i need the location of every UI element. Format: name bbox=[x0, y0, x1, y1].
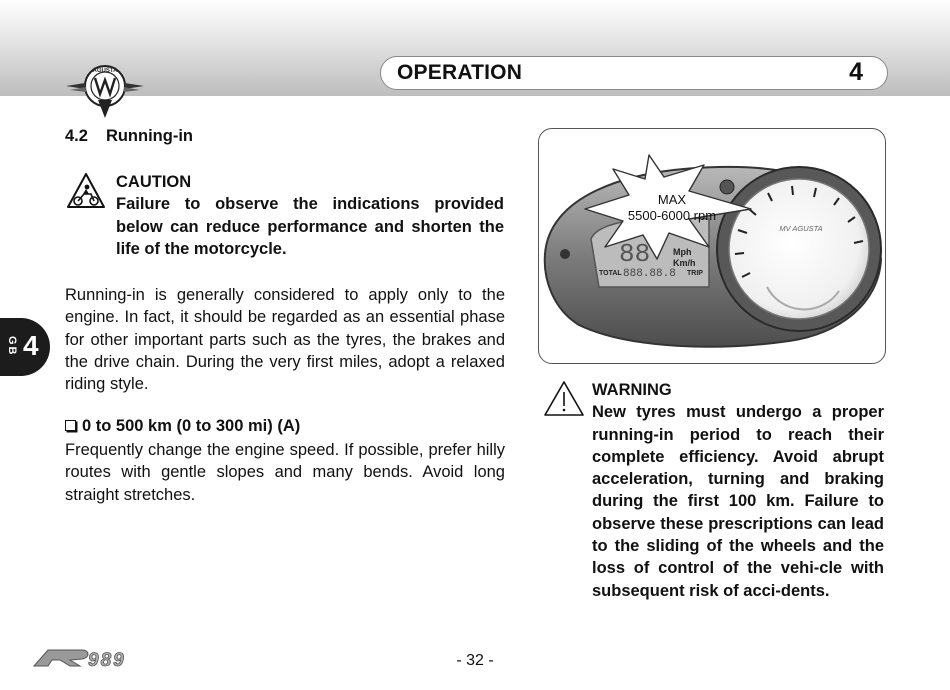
lcd-unit-kmh: Km/h bbox=[673, 258, 696, 268]
lcd-trip-label: TRIP bbox=[687, 270, 703, 277]
max-label: MAX bbox=[657, 192, 687, 207]
max-rpm-value: 5500-6000 rpm bbox=[627, 208, 717, 223]
checkbox-icon bbox=[65, 420, 76, 431]
instrument-panel-figure bbox=[538, 128, 886, 364]
instrument-panel-illustration bbox=[539, 129, 886, 364]
lcd-speed-digits: 88 bbox=[619, 239, 651, 269]
stage-heading-text: 0 to 500 km (0 to 300 mi) (A) bbox=[82, 417, 301, 435]
page-number: - 32 - bbox=[456, 652, 494, 669]
section-title: OPERATION bbox=[397, 61, 523, 84]
lcd-odometer-digits: 888.88.8 bbox=[623, 268, 676, 280]
lcd-total-label: TOTAL bbox=[599, 270, 622, 277]
caution-text: Failure to observe the indications provided below can reduce performance and shorten the life of the motorcycle. bbox=[116, 195, 504, 258]
running-in-stage-text: Frequently change the engine speed. If possible, prefer hilly routes with gentle slopes and many bends. Avoid long straight stretches. bbox=[65, 441, 505, 504]
model-logo-text: 989 bbox=[88, 650, 126, 671]
section-number: 4 bbox=[849, 58, 863, 86]
warning-box bbox=[592, 379, 884, 602]
dial-brand: MV AGUSTA bbox=[779, 224, 823, 233]
chapter-number: 4 bbox=[23, 330, 39, 361]
subsection-number: 4.2 bbox=[65, 127, 88, 145]
lcd-unit-mph: Mph bbox=[673, 247, 692, 257]
subsection-title: Running-in bbox=[105, 127, 193, 145]
section-header bbox=[380, 56, 888, 90]
warning-title: WARNING bbox=[592, 381, 672, 399]
warning-text: New tyres must undergo a proper running-in period to reach their complete efficiency. Avoid abrupt acceleration, turning and braking during the first 100 km. Failure to observe these prescriptions can lead to the sliding of the wheels and the loss of control of the vehi-cle with subsequent risk of acci-dents. bbox=[592, 403, 884, 600]
logo-text: AGUSTA bbox=[92, 68, 118, 74]
mv-agusta-logo bbox=[62, 56, 148, 122]
language-label: GB bbox=[6, 336, 18, 357]
motorcycle-caution-icon bbox=[66, 172, 106, 210]
caution-title: CAUTION bbox=[116, 173, 192, 191]
subsection-heading bbox=[65, 127, 505, 146]
warning-triangle-icon bbox=[543, 380, 585, 418]
running-in-paragraph: Running-in is generally considered to apply only to the engine. In fact, it should be regarded as an essential phase for other important parts such as the tyres, the brakes and the drive chain. During the very first miles, adopt a relaxed riding style. bbox=[65, 286, 505, 394]
caution-box bbox=[116, 171, 504, 260]
running-in-stage-heading bbox=[65, 417, 505, 436]
tachometer-dial bbox=[729, 179, 869, 319]
chapter-side-tab bbox=[0, 318, 50, 376]
